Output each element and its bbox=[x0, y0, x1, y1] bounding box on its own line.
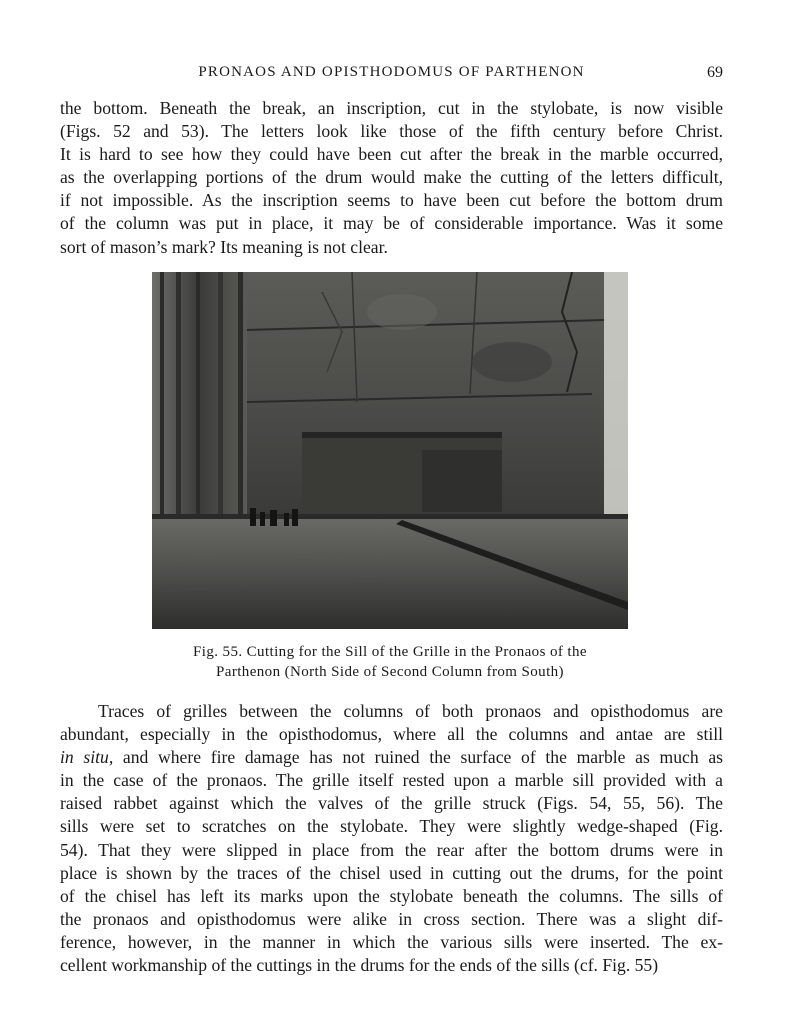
text-line: 54). That they were slipped in place from the rear after the bottom drums were in bbox=[60, 839, 723, 860]
text-line: of the column was put in place, it may be of considerable importance. Was it some bbox=[60, 213, 723, 234]
italic-term: in situ, bbox=[60, 747, 114, 768]
figure-caption bbox=[160, 642, 620, 682]
text-line: as the overlapping portions of the drum would make the cutting of the letters difficult, bbox=[60, 167, 723, 188]
text-line: if not impossible. As the inscription seems to have been cut before the bottom drum bbox=[60, 190, 723, 211]
text-line: Traces of grilles between the columns of both pronaos and opisthodomus are bbox=[98, 701, 723, 721]
running-head bbox=[60, 64, 723, 86]
text-line: place is shown by the traces of the chisel used in cutting out the drums, for the point bbox=[60, 862, 723, 883]
text-line: of the chisel has left its marks upon the stylobate beneath the columns. The sills of bbox=[60, 885, 723, 906]
text-line: cellent workmanship of the cuttings in the drums for the ends of the sills (cf. Fig. 55) bbox=[60, 955, 659, 976]
page-number: 69 bbox=[707, 64, 723, 81]
text-line: raised rabbet against which the valves of the grille struck (Figs. 54, 55, 56). The bbox=[60, 793, 723, 814]
running-title: PRONAOS AND OPISTHODOMUS OF PARTHENON bbox=[198, 64, 585, 80]
text-line: abundant, especially in the opisthodomus, where all the columns and antae are still bbox=[60, 724, 723, 745]
text-line bbox=[60, 746, 723, 769]
text-fragment: and where fire damage has not ruined the surface of the marble as much as bbox=[113, 747, 723, 768]
text-line: sills were set to scratches on the stylobate. They were slightly wedge-shaped (Fig. bbox=[60, 816, 723, 837]
paragraph-bottom bbox=[60, 700, 723, 977]
text-line: ference, however, in the manner in which the various sills were inserted. The ex- bbox=[60, 931, 723, 952]
text-line: the pronaos and opisthodomus were alike in cross section. There was a slight dif- bbox=[60, 908, 723, 929]
text-line: in the case of the pronaos. The grille itself rested upon a marble sill provided with a bbox=[60, 770, 723, 791]
text-line: It is hard to see how they could have been cut after the break in the marble occurred, bbox=[60, 144, 723, 165]
stone-cutting-photo bbox=[152, 272, 628, 629]
caption-line: Fig. 55. Cutting for the Sill of the Grille in the Pronaos of the bbox=[193, 644, 587, 660]
text-line: (Figs. 52 and 53). The letters look like those of the fifth century before Christ. bbox=[60, 121, 723, 142]
paragraph-top bbox=[60, 97, 723, 259]
figure-photograph bbox=[152, 272, 628, 629]
text-line: sort of mason’s mark? Its meaning is not clear. bbox=[60, 236, 388, 257]
caption-line: Parthenon (North Side of Second Column from South) bbox=[216, 664, 564, 680]
text-line: the bottom. Beneath the break, an inscription, cut in the stylobate, is now visible bbox=[60, 98, 723, 118]
